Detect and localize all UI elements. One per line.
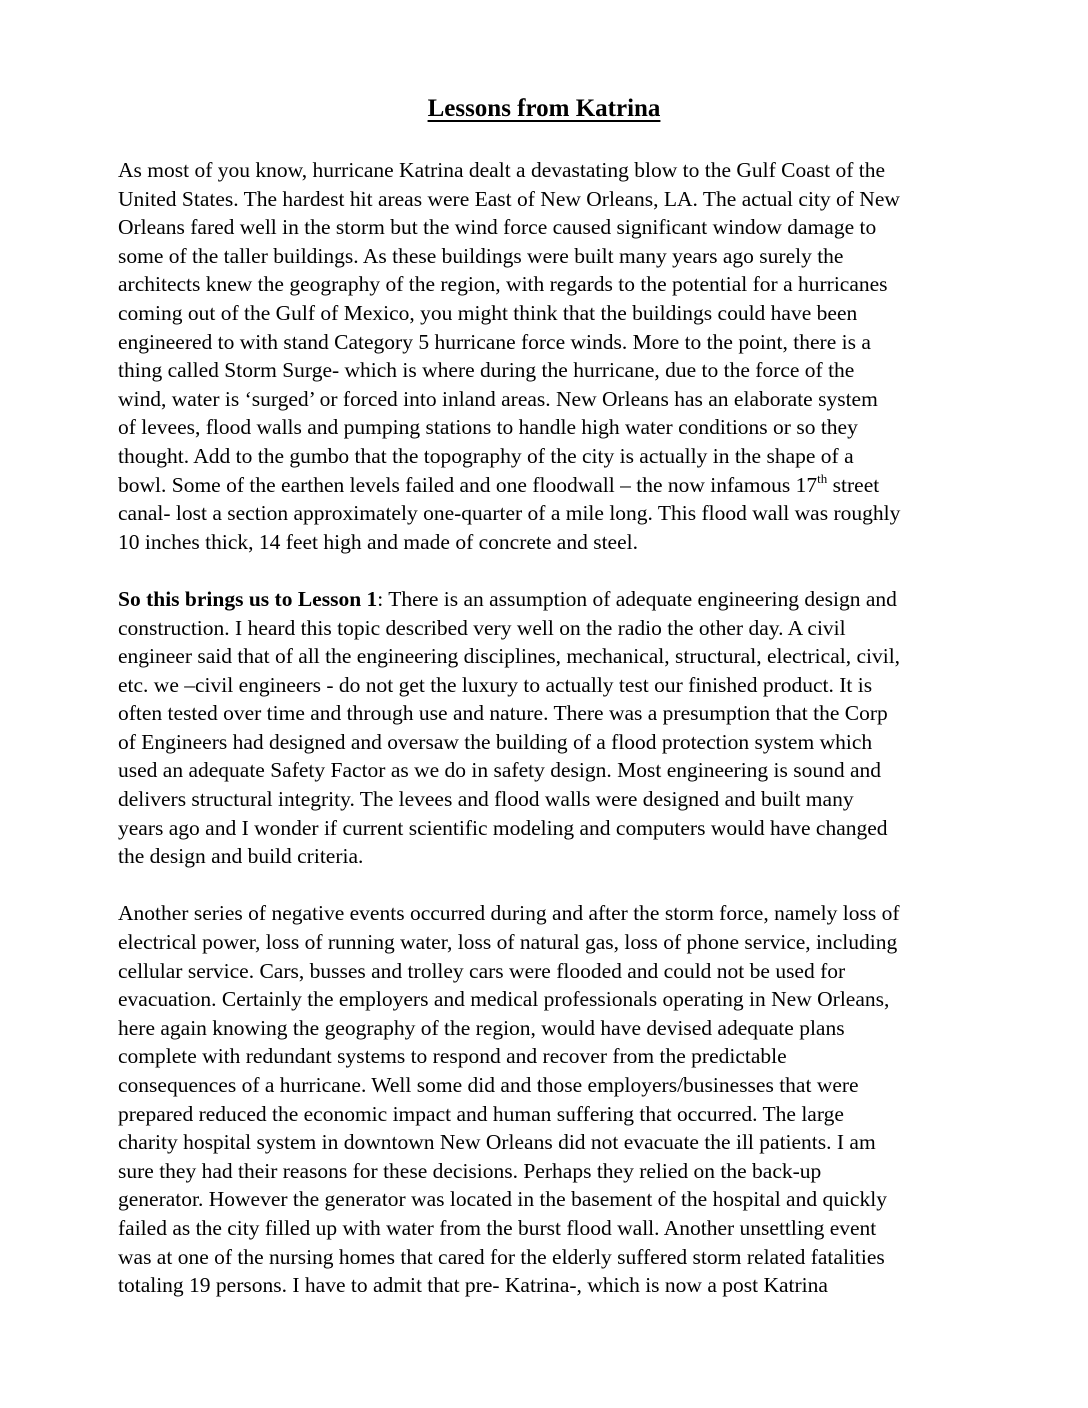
paragraph-1 [118, 156, 998, 556]
text-line: some of the taller buildings. As these buildings were built many years ago surely the [118, 243, 844, 268]
text-segment: street [827, 472, 880, 497]
text-line: complete with redundant systems to respond and recover from the predictable [118, 1044, 787, 1069]
text-line: generator. However the generator was located in the basement of the hospital and quickly [118, 1187, 887, 1212]
text-line: often tested over time and through use and nature. There was a presumption that the Corp [118, 701, 888, 726]
title-text: Lessons from Katrina [427, 95, 661, 122]
text-line: coming out of the Gulf of Mexico, you might think that the buildings could have been [118, 300, 858, 325]
text-line: wind, water is ‘surged’ or forced into inland areas. New Orleans has an elaborate system [118, 386, 878, 411]
text-line: etc. we –civil engineers - do not get the luxury to actually test our finished product. It is [118, 672, 873, 697]
text-line: Another series of negative events occurred during and after the storm force, namely loss of [118, 901, 900, 926]
text-line: evacuation. Certainly the employers and medical professionals operating in New Orleans, [118, 987, 890, 1012]
text-line: of levees, flood walls and pumping stations to handle high water conditions or so they [118, 415, 858, 440]
text-line: sure they had their reasons for these decisions. Perhaps they relied on the back-up [118, 1158, 822, 1183]
paragraph-gap [118, 556, 998, 585]
text-line: canal- lost a section approximately one-quarter of a mile long. This flood wall was roughly [118, 501, 901, 526]
text-line: Orleans fared well in the storm but the wind force caused significant window damage to [118, 215, 877, 240]
text-line: engineer said that of all the engineering disciplines, mechanical, structural, electrical, civil, [118, 644, 901, 669]
text-line: charity hospital system in downtown New Orleans did not evacuate the ill patients. I am [118, 1130, 876, 1155]
text-line: delivers structural integrity. The levees and flood walls were designed and built many [118, 787, 854, 812]
document-title [0, 94, 1088, 124]
paragraph-3 [118, 899, 998, 1299]
text-line: the design and build criteria. [118, 844, 364, 869]
text-line: As most of you know, hurricane Katrina dealt a devastating blow to the Gulf Coast of the [118, 158, 886, 182]
ordinal-superscript: th [817, 470, 828, 486]
text-segment: : There is an assumption of adequate engineering design and [377, 586, 897, 611]
text-line: here again knowing the geography of the region, would have devised adequate plans [118, 1015, 845, 1040]
text-segment: bowl. Some of the earthen levels failed and one floodwall – the now infamous 17 [118, 472, 818, 497]
text-line: of Engineers had designed and oversaw the building of a flood protection system which [118, 729, 873, 754]
text-line: United States. The hardest hit areas were East of New Orleans, LA. The actual city of New [118, 186, 900, 211]
paragraph-gap [118, 871, 998, 900]
text-line: used an adequate Safety Factor as we do in safety design. Most engineering is sound and [118, 758, 882, 783]
text-line: architects knew the geography of the region, with regards to the potential for a hurricanes [118, 272, 888, 297]
text-line: years ago and I wonder if current scientific modeling and computers would have changed [118, 815, 888, 840]
text-line: prepared reduced the economic impact and human suffering that occurred. The large [118, 1101, 844, 1126]
lesson-heading: So this brings us to Lesson 1 [118, 586, 378, 611]
text-line: failed as the city filled up with water from the burst flood wall. Another unsettling event [118, 1215, 877, 1240]
text-line: totaling 19 persons. I have to admit that pre- Katrina-, which is now a post Katrina [118, 1273, 828, 1298]
text-line: was at one of the nursing homes that cared for the elderly suffered storm related fatalities [118, 1244, 885, 1269]
text-line: cellular service. Cars, busses and trolley cars were flooded and could not be used for [118, 958, 846, 983]
text-line: 10 inches thick, 14 feet high and made of concrete and steel. [118, 529, 638, 554]
text-line: construction. I heard this topic described very well on the radio the other day. A civil [118, 615, 846, 640]
document-body [118, 156, 998, 1300]
text-line: thought. Add to the gumbo that the topography of the city is actually in the shape of a [118, 443, 854, 468]
text-line-with-superscript [118, 471, 998, 500]
text-line: electrical power, loss of running water, loss of natural gas, loss of phone service, including [118, 930, 898, 955]
text-line: thing called Storm Surge- which is where during the hurricane, due to the force of the [118, 358, 855, 383]
text-line: engineered to with stand Category 5 hurricane force winds. More to the point, there is a [118, 329, 871, 354]
paragraph-2 [118, 585, 998, 871]
text-line-with-bold-lead [118, 585, 998, 614]
text-line: consequences of a hurricane. Well some did and those employers/businesses that were [118, 1073, 859, 1097]
